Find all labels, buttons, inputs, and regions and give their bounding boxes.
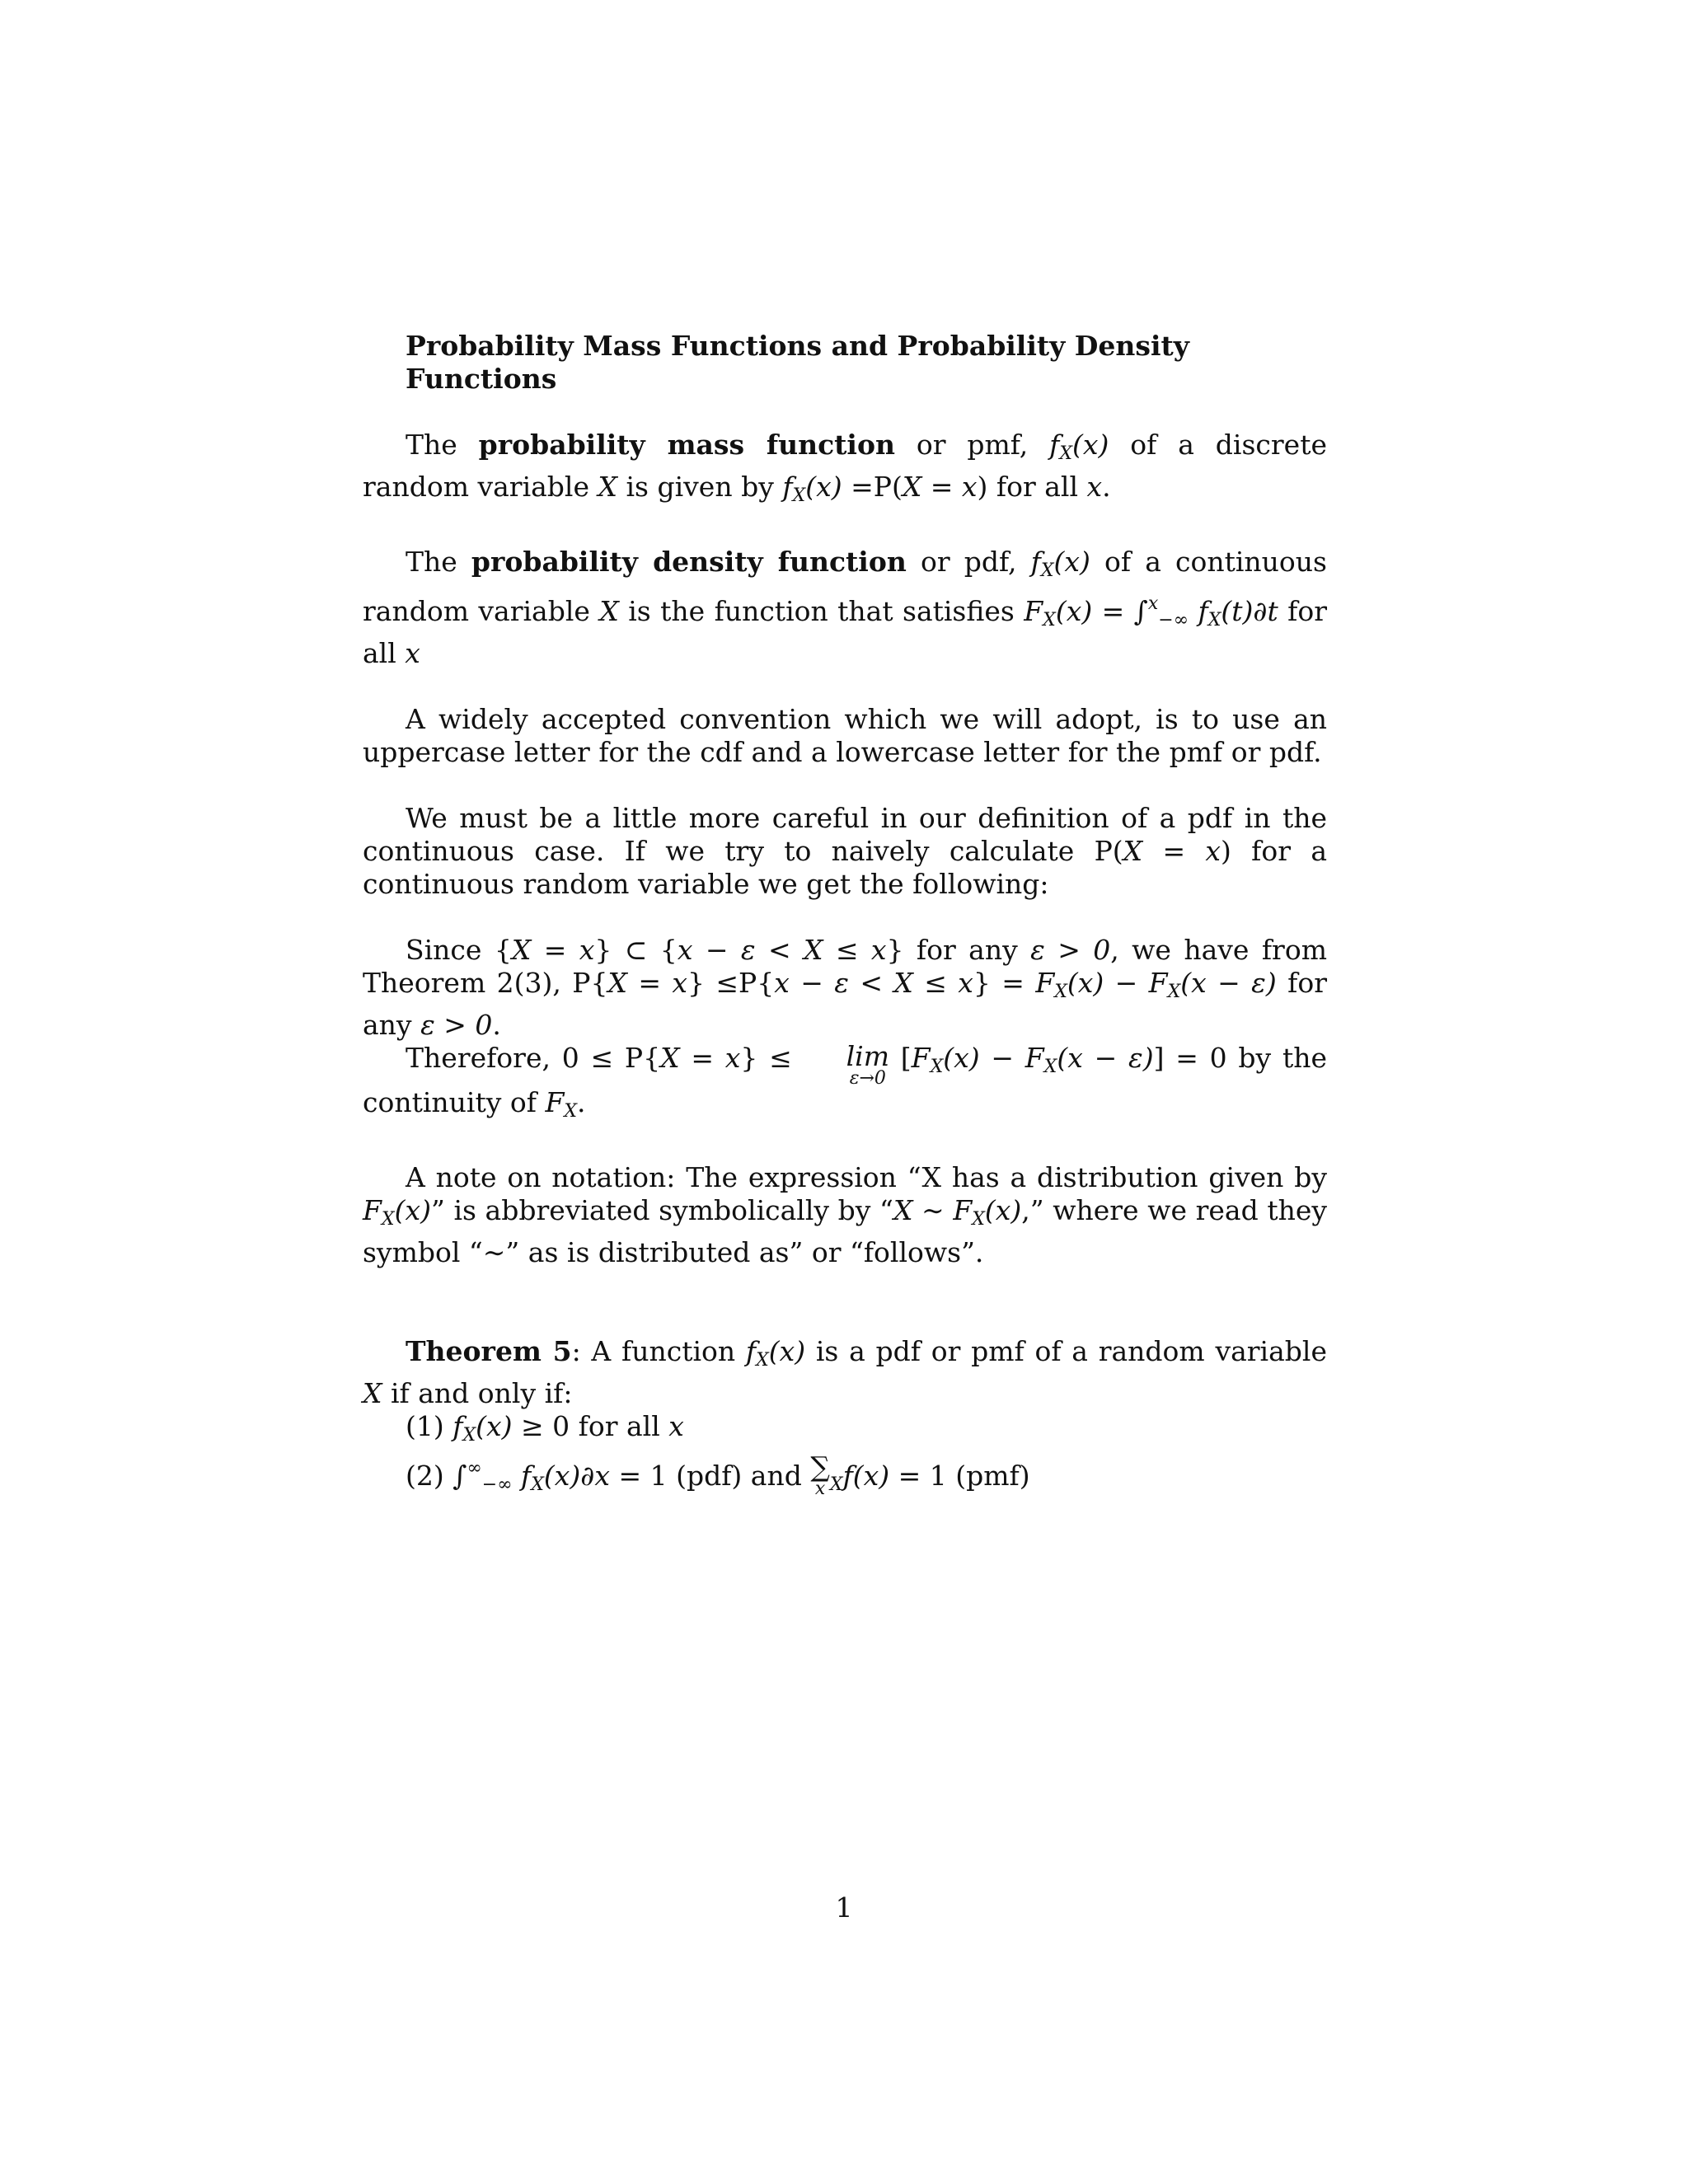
page-number: 1 — [835, 1891, 853, 1924]
theorem-paragraph: Theorem 5: A function $f_X(x)$ is a pdf or pmf of a random variable X if and only if: — [363, 1335, 1327, 1409]
limit-operator: lim ε→0 — [846, 1040, 890, 1089]
pmf-paragraph: The probability mass function or pmf, $f_X(x)$ of a discrete random variable X is given by $f_X(x) =P(X = x)$ for all x. — [363, 429, 1327, 506]
condition-2: (2) $\int^\infty_{-\infty}$ $f_X(x)\partial x = 1$ (pdf) and ∑ x $_X$f(x) = 1 (pmf) — [406, 1451, 1030, 1499]
sum-operator: ∑ x — [810, 1451, 830, 1499]
integral-symbol: ∫ — [1133, 595, 1148, 627]
theorem-conditions — [363, 1410, 1327, 1502]
pdf-paragraph: The probability density function or pdf, $f_X(x)$ of a continuous random variable X is the function that satisfies $F_X(x) = \int^x_{-\infty}$ $f_X(t)\partial t$ for all x — [363, 546, 1327, 669]
careful-paragraph: We must be a little more careful in our definition of a pdf in the continuous case. If we try to naively calculate P(X = x) for a continuous random variable we get the following: — [363, 802, 1327, 900]
document-page — [363, 330, 1327, 1502]
notation-paragraph: A note on notation: The expression “X has a distribution given by $F_X(x)$” is abbreviated symbolically by “X ∼ $F_X(x)$,” where we read they symbol “∼” as is distributed as” or “follows”. — [363, 1161, 1328, 1268]
page-title: Probability Mass Functions and Probability Density Functions — [406, 330, 1189, 395]
convention-paragraph: A widely accepted convention which we will adopt, is to use an uppercase letter for the cdf and a lowercase letter for the pmf or pdf. — [363, 703, 1327, 768]
since-paragraph: Since {X = x} ⊂ {x − ε < X ≤ x} for any ε > 0, we have from Theorem 2(3), $P\{X = x\} \le P\{x - \varepsilon < X \le x\} = F_X(x) - F_X(x - \varepsilon)$ for any ε > 0. — [363, 934, 1328, 1041]
condition-1: (1) $f_X(x) \ge 0$ for all x — [406, 1410, 684, 1446]
therefore-paragraph: Therefore, 0 ≤ P{X = x} ≤ lim ε→0 $[F_X(x) - F_X(x - \varepsilon)] = 0$ by the continuity of $F_X$. — [363, 1040, 1327, 1122]
theorem-label: Theorem 5 — [406, 1335, 572, 1367]
